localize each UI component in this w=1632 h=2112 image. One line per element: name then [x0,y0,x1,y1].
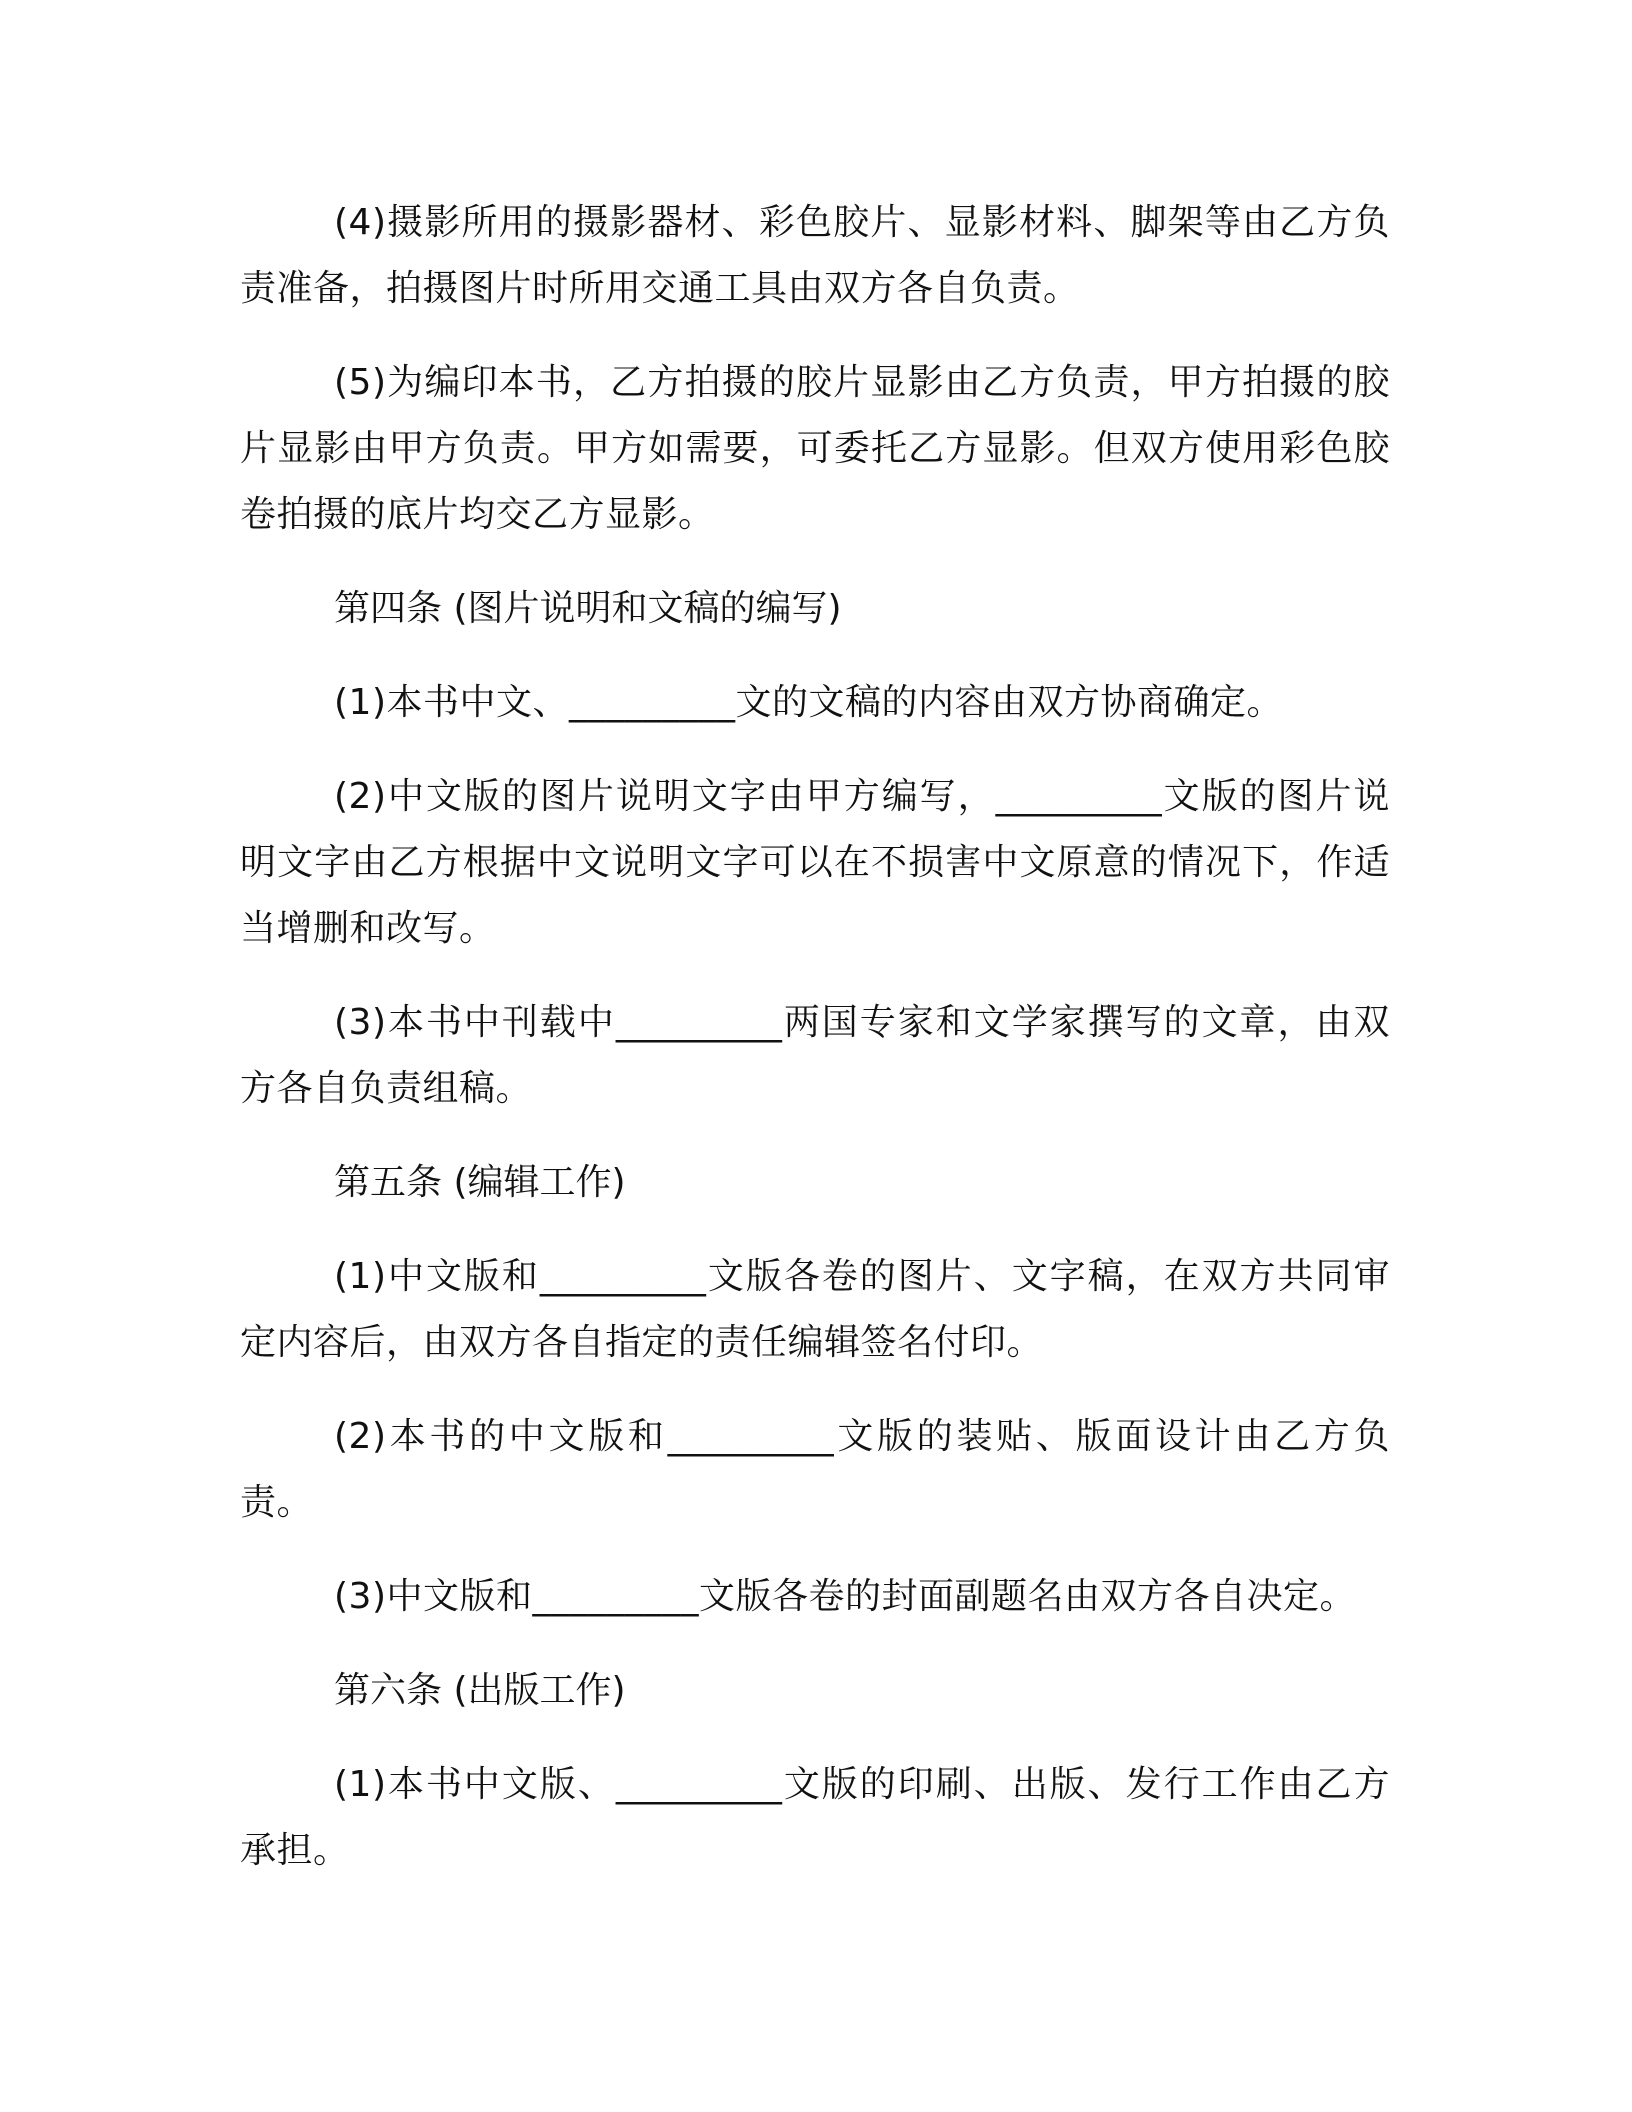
clause-paragraph: (1)本书中文、_________文的文稿的内容由双方协商确定。 [334,682,1283,723]
clause-paragraph: (4)摄影所用的摄影器材、彩色胶片、显影材料、脚架等由乙方负责准备，拍摄图片时所用交通工具由双方各自负责。 [240,202,1390,309]
clause-paragraph: (5)为编印本书，乙方拍摄的胶片显影由乙方负责，甲方拍摄的胶片显影由甲方负责。甲方如需要，可委托乙方显影。但双方使用彩色胶卷拍摄的底片均交乙方显影。 [240,362,1390,535]
clause-paragraph: (3)中文版和_________文版各卷的封面副题名由双方各自决定。 [334,1576,1356,1617]
article-heading: 第四条 (图片说明和文稿的编写) [334,588,842,629]
article-heading: 第五条 (编辑工作) [334,1162,626,1203]
clause-paragraph: (1)中文版和_________文版各卷的图片、文字稿，在双方共同审定内容后，由双方各自指定的责任编辑签名付印。 [240,1256,1390,1363]
clause-paragraph: (2)中文版的图片说明文字由甲方编写，_________文版的图片说明文字由乙方根据中文说明文字可以在不损害中文原意的情况下，作适当增删和改写。 [240,776,1390,949]
article-heading: 第六条 (出版工作) [334,1670,626,1711]
clause-paragraph: (2)本书的中文版和_________文版的装贴、版面设计由乙方负责。 [240,1416,1390,1523]
document-page [240,190,1390,1912]
clause-paragraph: (1)本书中文版、_________文版的印刷、出版、发行工作由乙方承担。 [240,1764,1390,1871]
clause-paragraph: (3)本书中刊载中_________两国专家和文学家撰写的文章，由双方各自负责组稿。 [240,1002,1390,1109]
